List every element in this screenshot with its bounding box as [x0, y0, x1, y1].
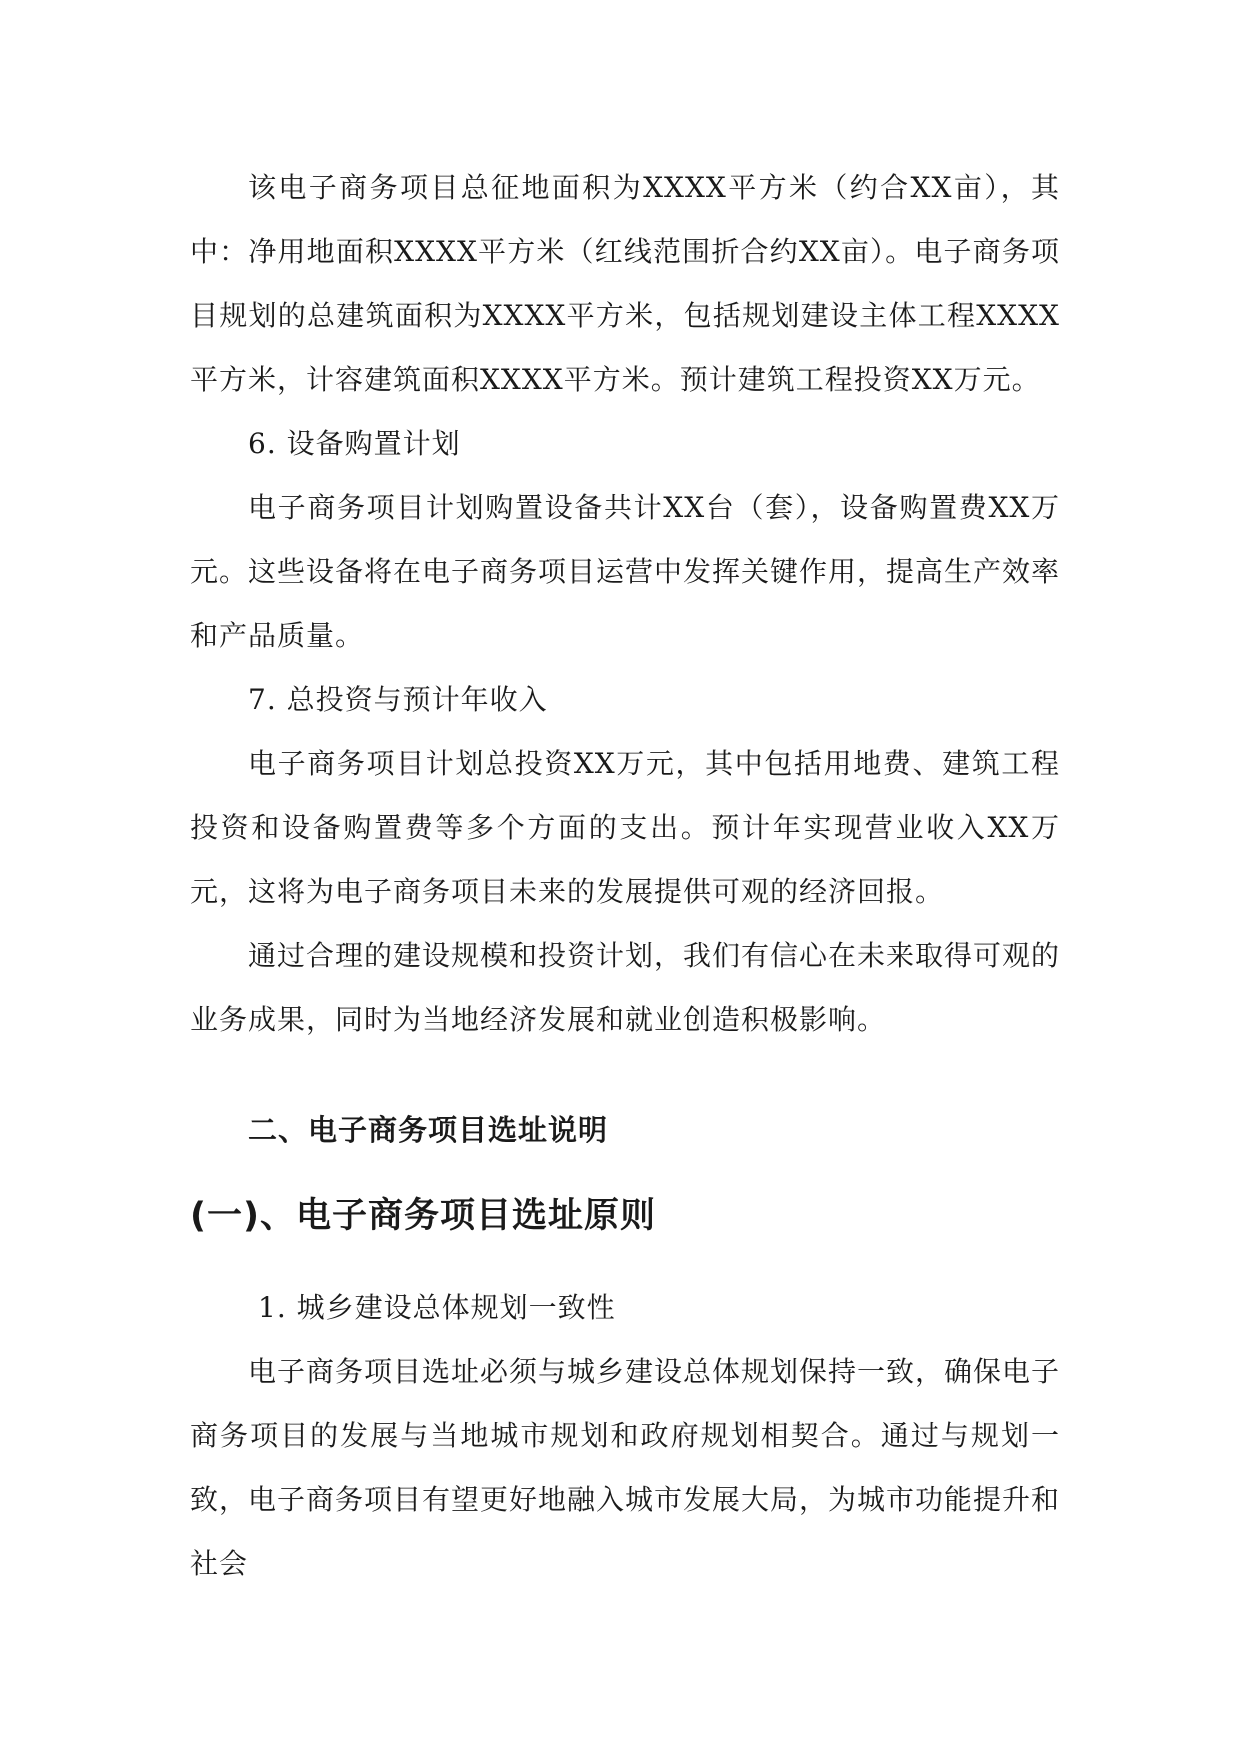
planning-consistency-heading: 1. 城乡建设总体规划一致性	[258, 1291, 616, 1324]
equipment-heading: 6. 设备购置计划	[248, 427, 461, 460]
closing-paragraph: 通过合理的建设规模和投资计划，我们有信心在未来取得可观的业务成果，同时为当地经济发展和就业创造积极影响。	[190, 939, 1061, 1036]
document-body	[190, 156, 1060, 1596]
equipment-paragraph: 电子商务项目计划购置设备共计XX台（套），设备购置费XX万元。这些设备将在电子商务项目运营中发挥关键作用，提高生产效率和产品质量。	[190, 491, 1061, 652]
chapter-title: (一)、电子商务项目选址原则	[190, 1196, 656, 1236]
investment-heading: 7. 总投资与预计年收入	[248, 683, 548, 716]
section-title: 二、电子商务项目选址说明	[248, 1113, 609, 1147]
investment-paragraph: 电子商务项目计划总投资XX万元，其中包括用地费、建筑工程投资和设备购置费等多个方面的支出。预计年实现营业收入XX万元，这将为电子商务项目未来的发展提供可观的经济回报。	[190, 747, 1060, 908]
planning-consistency-paragraph: 电子商务项目选址必须与城乡建设总体规划保持一致，确保电子商务项目的发展与当地城市规划和政府规划相契合。通过与规划一致，电子商务项目有望更好地融入城市发展大局，为城市功能提升和社会	[190, 1355, 1061, 1580]
land-area-paragraph: 该电子商务项目总征地面积为XXXX平方米（约合XX亩），其中：净用地面积XXXX平方米（红线范围折合约XX亩）。电子商务项目规划的总建筑面积为XXXX平方米，包括规划建设主体工程XXXX平方米，计容建筑面积XXXX平方米。预计建筑工程投资XX万元。	[190, 171, 1060, 396]
